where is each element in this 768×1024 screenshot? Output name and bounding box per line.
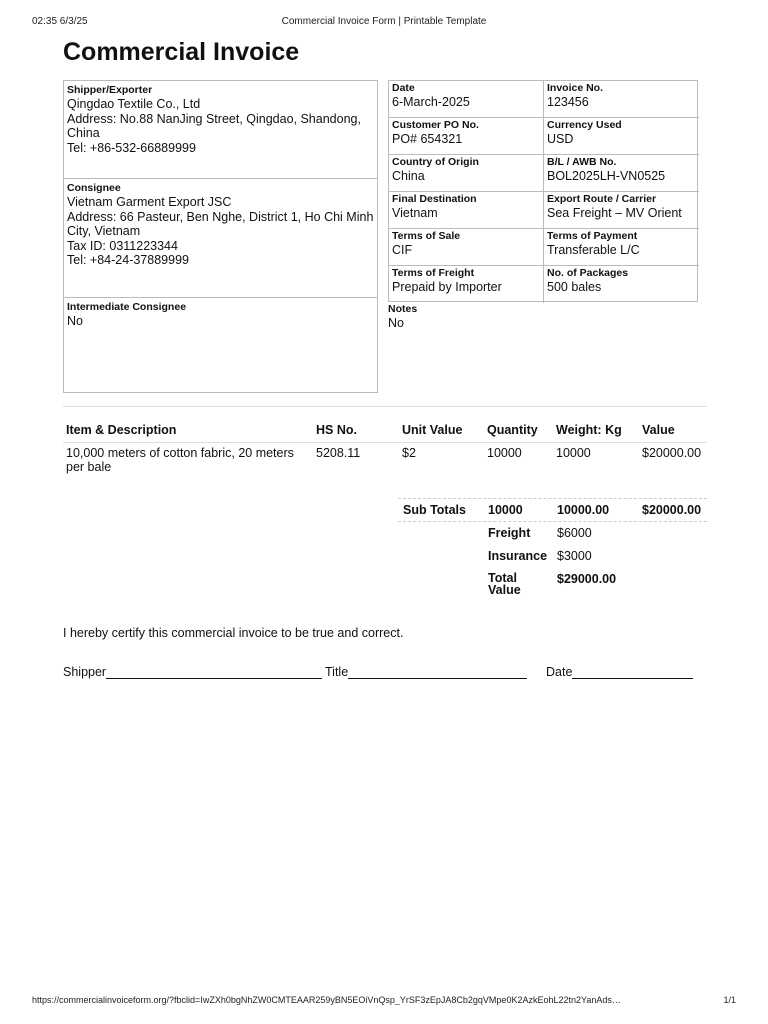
col-header-hs: HS No. xyxy=(313,420,399,443)
col-header-weight: Weight: Kg xyxy=(553,420,639,443)
date-field xyxy=(389,81,544,118)
terms-of-payment-label: Terms of Payment xyxy=(547,230,638,242)
date-signature-line[interactable] xyxy=(572,665,693,679)
currency-label: Currency Used xyxy=(547,119,622,131)
total-value-label: Total Value xyxy=(488,571,521,597)
subtotals-label: Sub Totals xyxy=(403,503,466,517)
col-header-unit-value: Unit Value xyxy=(399,420,484,443)
subtotals-row xyxy=(398,498,707,522)
freight-value[interactable]: $6000 xyxy=(557,526,592,540)
party-box xyxy=(63,80,378,393)
shipper-signature xyxy=(63,665,322,679)
page-title: Commercial Invoice xyxy=(63,38,300,66)
export-route-value[interactable]: Sea Freight – MV Orient xyxy=(547,206,682,220)
items-table xyxy=(63,420,707,477)
col-header-item: Item & Description xyxy=(63,420,313,443)
final-destination-value[interactable]: Vietnam xyxy=(392,206,438,220)
insurance-label: Insurance xyxy=(488,549,548,563)
terms-of-freight-label: Terms of Freight xyxy=(392,267,475,279)
shipper-value[interactable]: Qingdao Textile Co., Ltd Address: No.88 NanJing Street, Qingdao, Shandong, China Tel: +86-532-66889999 xyxy=(67,97,361,155)
packages-label: No. of Packages xyxy=(547,267,629,279)
country-of-origin-value[interactable]: China xyxy=(392,169,425,183)
final-destination-field xyxy=(389,192,544,229)
currency-field xyxy=(544,118,699,155)
invoice-no-label: Invoice No. xyxy=(547,82,604,94)
section-divider xyxy=(63,406,707,407)
terms-of-sale-field xyxy=(389,229,544,266)
terms-of-sale-value[interactable]: CIF xyxy=(392,243,413,257)
item-weight[interactable]: 10000 xyxy=(556,446,591,460)
subtotal-weight: 10000.00 xyxy=(557,503,610,517)
terms-of-freight-field xyxy=(389,266,544,303)
consignee-section xyxy=(64,179,377,298)
table-row xyxy=(63,443,707,478)
certification-text: I hereby certify this commercial invoice to be true and correct. xyxy=(63,626,404,640)
totals-section xyxy=(398,498,707,598)
bl-awb-label: B/L / AWB No. xyxy=(547,156,617,168)
consignee-value[interactable]: Vietnam Garment Export JSC Address: 66 Pasteur, Ben Nghe, District 1, Ho Chi Minh City, Vietnam Tax ID: 0311223344 Tel: +84-24-37889999 xyxy=(67,195,374,267)
date-value[interactable]: 6-March-2025 xyxy=(392,95,470,109)
country-of-origin-label: Country of Origin xyxy=(392,156,479,168)
date-label: Date xyxy=(392,82,415,94)
invoice-no-value[interactable]: 123456 xyxy=(547,95,589,109)
terms-of-payment-field xyxy=(544,229,699,266)
title-signature-line[interactable] xyxy=(348,665,527,679)
intermediate-consignee-label: Intermediate Consignee xyxy=(67,301,187,313)
date-signature xyxy=(546,665,693,679)
shipper-signature-label: Shipper xyxy=(63,665,107,679)
intermediate-consignee-value[interactable]: No xyxy=(67,314,83,328)
customer-po-value[interactable]: PO# 654321 xyxy=(392,132,463,146)
notes-section xyxy=(388,303,698,331)
total-value-row xyxy=(398,568,707,598)
terms-of-sale-label: Terms of Sale xyxy=(392,230,461,242)
customer-po-field xyxy=(389,118,544,155)
subtotal-quantity: 10000 xyxy=(488,503,523,517)
invoice-details-grid xyxy=(388,80,698,302)
print-url: https://commercialinvoiceform.org/?fbclid=IwZXh0bgNhZW0CMTEAAR259yBN5EOiVnQsp_YrSF3zEpJA8Cb2gqVMpe0K2AzkEohL22tn2YanAds… xyxy=(32,995,621,1005)
intermediate-consignee-section xyxy=(64,298,377,392)
export-route-field xyxy=(544,192,699,229)
shipper-section xyxy=(64,81,377,179)
currency-value[interactable]: USD xyxy=(547,132,574,146)
title-signature xyxy=(325,665,527,679)
print-timestamp: 02:35 6/3/25 xyxy=(32,16,88,27)
items-header-row xyxy=(63,420,707,443)
bl-awb-field xyxy=(544,155,699,192)
invoice-no-field xyxy=(544,81,699,118)
freight-row xyxy=(398,522,707,545)
item-quantity[interactable]: 10000 xyxy=(487,446,522,460)
print-header xyxy=(32,16,736,30)
customer-po-label: Customer PO No. xyxy=(392,119,479,131)
packages-value[interactable]: 500 bales xyxy=(547,280,602,294)
print-footer xyxy=(32,995,736,1009)
notes-value[interactable]: No xyxy=(388,316,404,330)
total-value: $29000.00 xyxy=(557,572,617,586)
packages-field xyxy=(544,266,699,303)
consignee-label: Consignee xyxy=(67,182,121,194)
date-signature-label: Date xyxy=(546,665,573,679)
print-page-title: Commercial Invoice Form | Printable Template xyxy=(281,16,487,27)
insurance-row xyxy=(398,545,707,568)
export-route-label: Export Route / Carrier xyxy=(547,193,657,205)
terms-of-freight-value[interactable]: Prepaid by Importer xyxy=(392,280,502,294)
item-hs-no[interactable]: 5208.11 xyxy=(316,446,361,460)
terms-of-payment-value[interactable]: Transferable L/C xyxy=(547,243,640,257)
insurance-value[interactable]: $3000 xyxy=(557,549,592,563)
subtotal-value: $20000.00 xyxy=(642,503,702,517)
print-page-number: 1/1 xyxy=(723,995,736,1005)
item-value[interactable]: $20000.00 xyxy=(642,446,702,460)
shipper-label: Shipper/Exporter xyxy=(67,84,153,96)
bl-awb-value[interactable]: BOL2025LH-VN0525 xyxy=(547,169,666,183)
shipper-signature-line[interactable] xyxy=(106,665,322,679)
notes-label: Notes xyxy=(388,303,418,315)
item-unit-value[interactable]: $2 xyxy=(402,446,416,460)
title-signature-label: Title xyxy=(325,665,349,679)
col-header-value: Value xyxy=(639,420,707,443)
item-description[interactable]: 10,000 meters of cotton fabric, 20 meters per bale xyxy=(66,446,294,474)
country-of-origin-field xyxy=(389,155,544,192)
col-header-quantity: Quantity xyxy=(484,420,553,443)
freight-label: Freight xyxy=(488,526,531,540)
final-destination-label: Final Destination xyxy=(392,193,477,205)
